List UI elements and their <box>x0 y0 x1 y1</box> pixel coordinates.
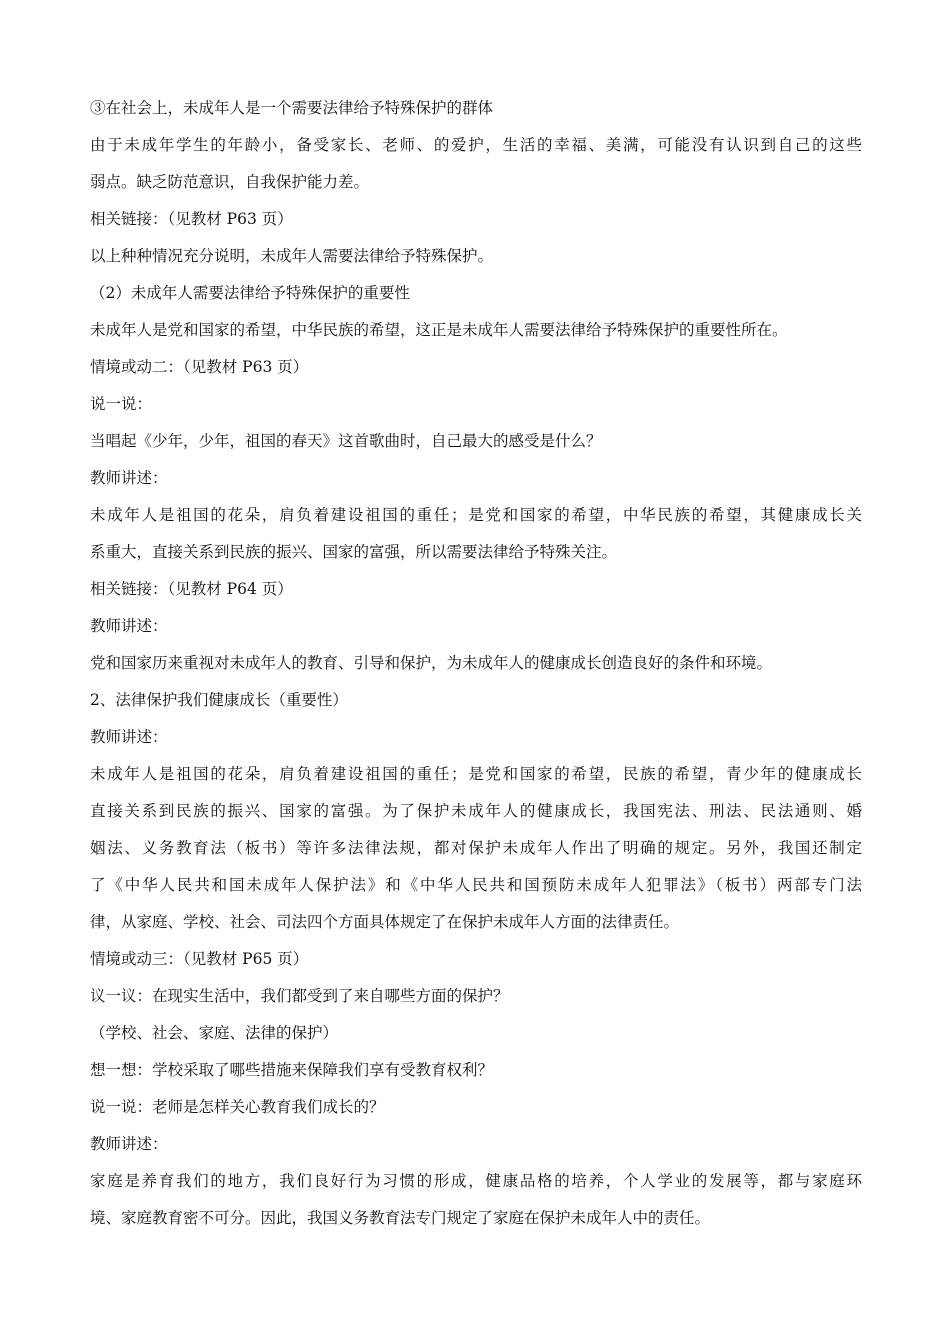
text-line: 未成年人是祖国的花朵，肩负着建设祖国的重任；是党和国家的希望，民族的希望，青少年的健康成长 <box>90 765 862 783</box>
text-line: 议一议：在现实生活中，我们都受到了来自哪些方面的保护？ <box>90 987 509 1005</box>
text-line: 教师讲述： <box>90 728 168 746</box>
text-line: 想一想：学校采取了哪些措施来保障我们享有受教育权利？ <box>90 1061 494 1079</box>
document-page <box>90 96 862 1243</box>
paragraph <box>90 503 862 564</box>
text-line: 说一说： <box>90 395 153 413</box>
text-line: 家庭是养育我们的地方，我们良好行为习惯的形成，健康品格的培养，个人学业的发展等，都与家庭环 <box>90 1172 862 1190</box>
text-line: 境、家庭教育密不可分。因此，我国义务教育法专门规定了家庭在保护未成年人中的责任。 <box>90 1209 711 1227</box>
text-line: 2、法律保护我们健康成长（重要性） <box>90 691 348 709</box>
paragraph <box>90 133 862 194</box>
text-line: 未成年人是党和国家的希望，中华民族的希望，这正是未成年人需要法律给予特殊保护的重要性所在。 <box>90 321 788 339</box>
paragraph <box>90 1169 862 1230</box>
text-line: （2）未成年人需要法律给予特殊保护的重要性 <box>90 284 410 302</box>
text-line: 情境或动二：（见教材 P63 页） <box>90 358 309 376</box>
text-line: 教师讲述： <box>90 469 168 487</box>
text-line: 由于未成年学生的年龄小，备受家长、老师、的爱护，生活的幸福、美满，可能没有认识到自己的这些 <box>90 136 862 154</box>
text-line: 情境或动三：（见教材 P65 页） <box>90 950 309 968</box>
text-line: ③在社会上，未成年人是一个需要法律给予特殊保护的群体 <box>90 99 494 117</box>
text-line: 律，从家庭、学校、社会、司法四个方面具体规定了在保护未成年人方面的法律责任。 <box>90 913 680 931</box>
text-line: 直接关系到民族的振兴、国家的富强。为了保护未成年人的健康成长，我国宪法、刑法、民法通则、婚 <box>90 802 862 820</box>
text-line: 党和国家历来重视对未成年人的教育、引导和保护，为未成年人的健康成长创造良好的条件和环境。 <box>90 654 773 672</box>
text-line: 姻法、义务教育法（板书）等许多法律法规，都对保护未成年人作出了明确的规定。另外，我国还制定 <box>90 839 862 857</box>
text-line: 系重大，直接关系到民族的振兴、国家的富强，所以需要法律给予特殊关注。 <box>90 543 618 561</box>
text-line: 教师讲述： <box>90 1135 168 1153</box>
text-line: 说一说：老师是怎样关心教育我们成长的？ <box>90 1098 385 1116</box>
text-line: （学校、社会、家庭、法律的保护） <box>90 1024 339 1042</box>
text-line: 弱点。缺乏防范意识，自我保护能力差。 <box>90 173 370 191</box>
text-line: 以上种种情况充分说明，未成年人需要法律给予特殊保护。 <box>90 247 494 265</box>
paragraph <box>90 762 862 934</box>
text-line: 未成年人是祖国的花朵，肩负着建设祖国的重任；是党和国家的希望，中华民族的希望，其健康成长关 <box>90 506 862 524</box>
text-line: 当唱起《少年，少年，祖国的春天》这首歌曲时，自己最大的感受是什么？ <box>90 432 602 450</box>
text-line: 了《中华人民共和国未成年人保护法》和《中华人民共和国预防未成年人犯罪法》（板书）两部专门法 <box>90 876 862 894</box>
text-line: 教师讲述： <box>90 617 168 635</box>
text-line: 相关链接：（见教材 P64 页） <box>90 580 293 598</box>
text-line: 相关链接：（见教材 P63 页） <box>90 210 293 228</box>
